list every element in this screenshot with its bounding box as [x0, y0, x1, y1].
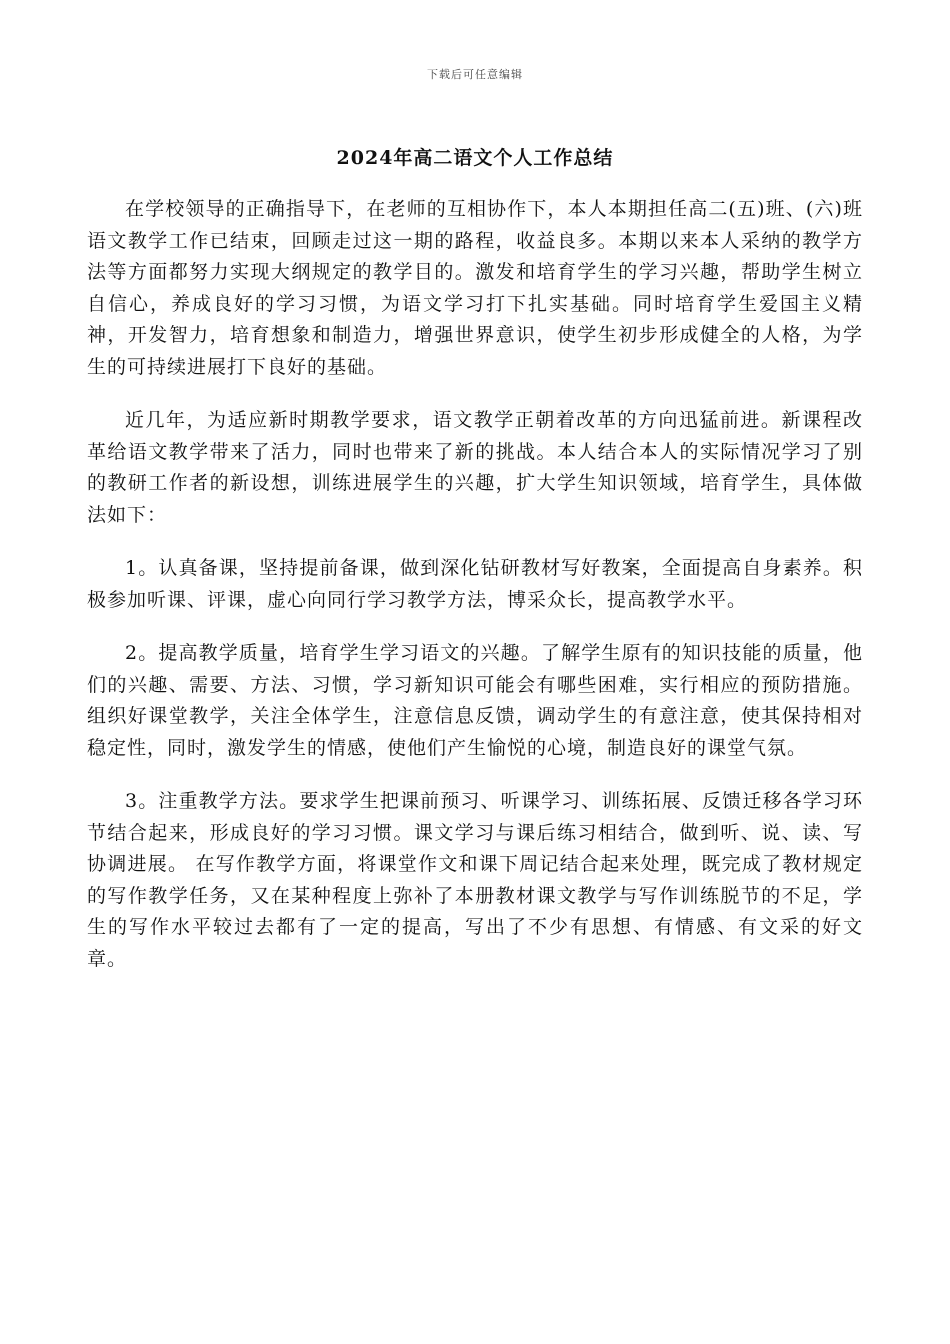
header-note: 下载后可任意编辑 — [427, 68, 523, 81]
paragraph-item-1: 1。认真备课，坚持提前备课，做到深化钻研教材写好教案，全面提高自身素养。积极参加听课、评课，虚心向同行学习教学方法，博采众长，提高教学水平。 — [87, 557, 863, 611]
paragraph-item-3: 3。注重教学方法。要求学生把课前预习、听课学习、训练拓展、反馈迁移各学习环节结合起来，形成良好的学习习惯。课文学习与课后练习相结合，做到听、说、读、写协调进展。 在写作教学方面，将课堂作文和课下周记结合起来处理，既完成了教材规定的写作教学任务，又在某种程度上弥补了本册教材课文教学与写作训练脱节的不足，学生的写作水平较过去都有了一定的提高，写出了不少有思想、有情感、有文采的好文章。 — [87, 790, 863, 970]
document-title: 2024年高二语文个人工作总结 — [336, 147, 614, 169]
document-body — [87, 194, 863, 997]
paragraph-intro: 在学校领导的正确指导下，在老师的互相协作下，本人本期担任高二(五)班、(六)班语文教学工作已结束，回顾走过这一期的路程，收益良多。本期以来本人采纳的教学方法等方面都努力实现大纲规定的教学目的。激发和培育学生的学习兴趣，帮助学生树立自信心，养成良好的学习习惯，为语文学习打下扎实基础。同时培育学生爱国主义精神，开发智力，培育想象和制造力，增强世界意识，使学生初步形成健全的人格，为学生的可持续进展打下良好的基础。 — [87, 198, 863, 378]
paragraph-context: 近几年，为适应新时期教学要求，语文教学正朝着改革的方向迅猛前进。新课程改革给语文教学带来了活力，同时也带来了新的挑战。本人结合本人的实际情况学习了别的教研工作者的新设想，训练进展学生的兴趣，扩大学生知识领域，培育学生，具体做法如下： — [87, 409, 863, 526]
paragraph-item-2: 2。提高教学质量，培育学生学习语文的兴趣。了解学生原有的知识技能的质量，他们的兴趣、需要、方法、习惯，学习新知识可能会有哪些困难，实行相应的预防措施。组织好课堂教学，关注全体学生，注意信息反馈，调动学生的有意注意，使其保持相对稳定性，同时，激发学生的情感，使他们产生愉悦的心境，制造良好的课堂气氛。 — [87, 642, 863, 759]
